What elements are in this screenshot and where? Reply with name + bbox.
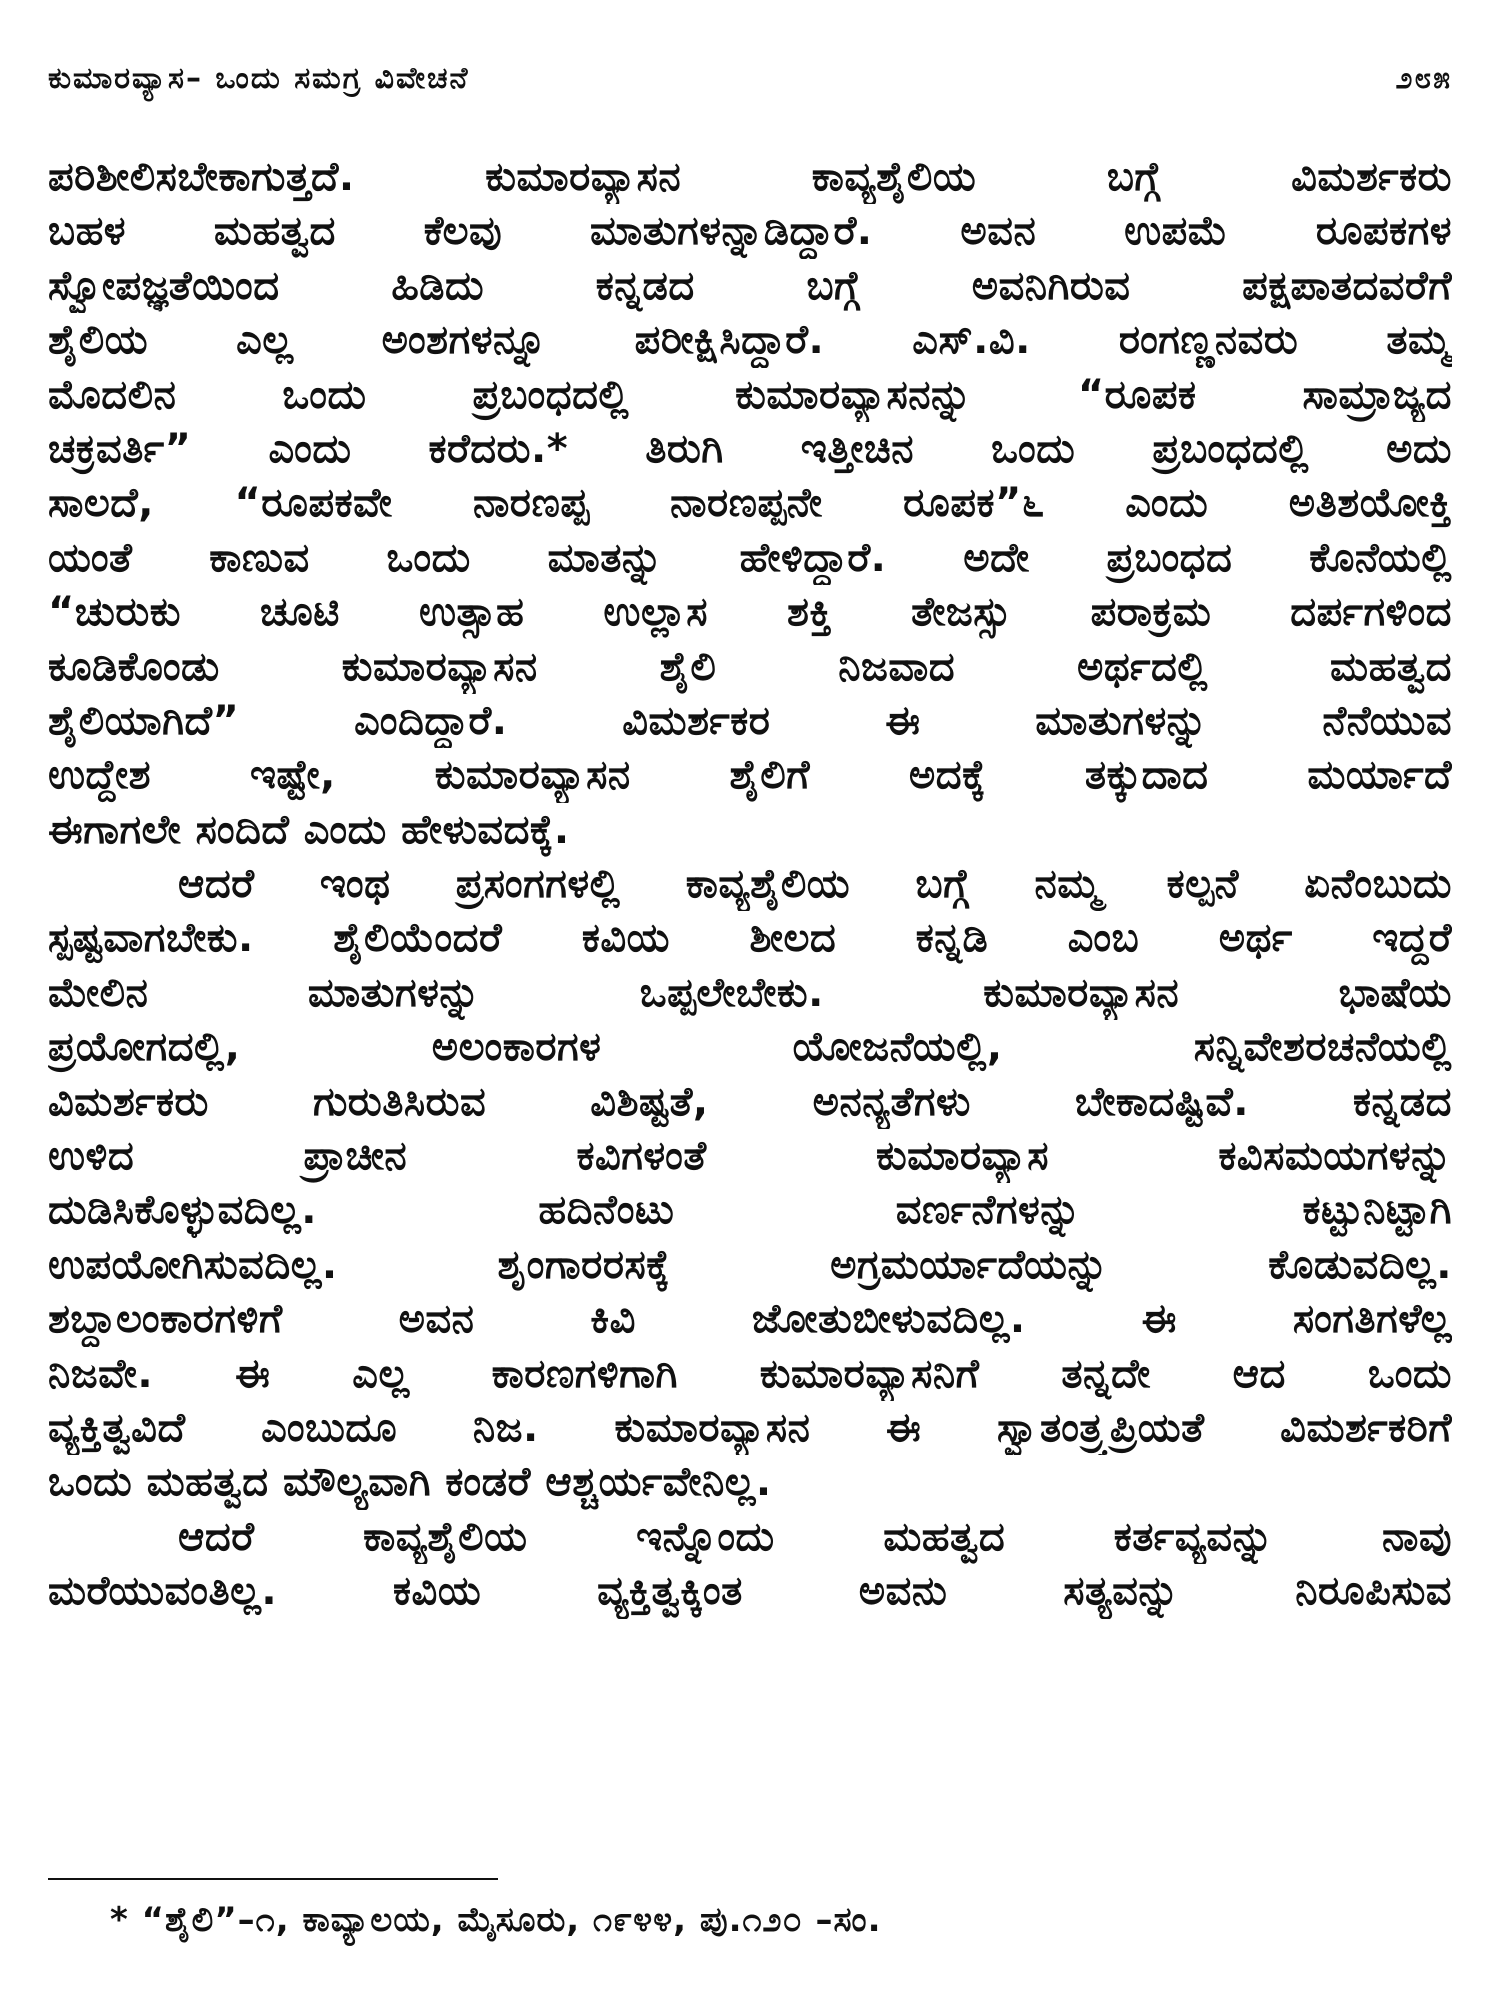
page-number: ೨೮೫ xyxy=(1395,60,1452,96)
text-line: ಶೈಲಿಯ ಎಲ್ಲ ಅಂಶಗಳನ್ನೂ ಪರೀಕ್ಷಿಸಿದ್ದಾರೆ. ಎಸ್.ವಿ. ರಂಗಣ್ಣನವರು ತಮ್ಮ xyxy=(48,317,1452,364)
text-line: ಉಪಯೋಗಿಸುವದಿಲ್ಲ. ಶೃಂಗಾರರಸಕ್ಕೆ ಅಗ್ರಮರ್ಯಾದೆಯನ್ನು ಕೊಡುವದಿಲ್ಲ. xyxy=(48,1241,1452,1288)
paragraph xyxy=(48,857,1452,1510)
paragraph xyxy=(48,150,1452,857)
text-line: ವಿಮರ್ಶಕರು ಗುರುತಿಸಿರುವ ವಿಶಿಷ್ಟತೆ, ಅನನ್ಯತೆಗಳು ಬೇಕಾದಷ್ಟಿವೆ. ಕನ್ನಡದ xyxy=(48,1078,1452,1125)
text-line: ಚಕ್ರವರ್ತಿ” ಎಂದು ಕರೆದರು.* ತಿರುಗಿ ಇತ್ತೀಚಿನ ಒಂದು ಪ್ರಬಂಧದಲ್ಲಿ ಅದು xyxy=(48,425,1452,472)
text-line: ಆದರೆ ಕಾವ್ಯಶೈಲಿಯ ಇನ್ನೊಂದು ಮಹತ್ವದ ಕರ್ತವ್ಯವನ್ನು ನಾವು xyxy=(178,1513,1452,1560)
text-line: ಉಳಿದ ಪ್ರಾಚೀನ ಕವಿಗಳಂತೆ ಕುಮಾರವ್ಯಾಸ ಕವಿಸಮಯಗಳನ್ನು xyxy=(48,1133,1452,1180)
paragraph xyxy=(48,1510,1452,1619)
text-line: ಈಗಾಗಲೇ ಸಂದಿದೆ ಎಂದು ಹೇಳುವದಕ್ಕೆ. xyxy=(48,806,570,853)
footnote: * “ಶೈಲಿ”–೧, ಕಾವ್ಯಾಲಯ, ಮೈಸೂರು, ೧೯೪೪, ಪು.೧೨೦ –ಸಂ. xyxy=(110,1900,882,1940)
text-line: ಸ್ಪಷ್ಟವಾಗಬೇಕು. ಶೈಲಿಯೆಂದರೆ ಕವಿಯ ಶೀಲದ ಕನ್ನಡಿ ಎಂಬ ಅರ್ಥ ಇದ್ದರೆ xyxy=(48,915,1452,962)
text-line: ದುಡಿಸಿಕೊಳ್ಳುವದಿಲ್ಲ. ಹದಿನೆಂಟು ವರ್ಣನೆಗಳನ್ನು ಕಟ್ಟುನಿಟ್ಟಾಗಿ xyxy=(48,1187,1452,1234)
text-line: ಯಂತೆ ಕಾಣುವ ಒಂದು ಮಾತನ್ನು ಹೇಳಿದ್ದಾರೆ. ಅದೇ ಪ್ರಬಂಧದ ಕೊನೆಯಲ್ಲಿ xyxy=(48,534,1452,581)
text-line: ಆದರೆ ಇಂಥ ಪ್ರಸಂಗಗಳಲ್ಲಿ ಕಾವ್ಯಶೈಲಿಯ ಬಗ್ಗೆ ನಮ್ಮ ಕಲ್ಪನೆ ಏನೆಂಬುದು xyxy=(178,861,1452,908)
text-line: ಮೇಲಿನ ಮಾತುಗಳನ್ನು ಒಪ್ಪಲೇಬೇಕು. ಕುಮಾರವ್ಯಾಸನ ಭಾಷೆಯ xyxy=(48,969,1452,1016)
text-line: ಸಾಲದೆ, “ರೂಪಕವೇ ನಾರಣಪ್ಪ ನಾರಣಪ್ಪನೇ ರೂಪಕ”೬ ಎಂದು ಅತಿಶಯೋಕ್ತಿ xyxy=(48,480,1452,527)
body-text xyxy=(48,150,1452,1619)
text-line: ಸ್ವೋಪಜ್ಞತೆಯಿಂದ ಹಿಡಿದು ಕನ್ನಡದ ಬಗ್ಗೆ ಅವನಿಗಿರುವ ಪಕ್ಷಪಾತದವರೆಗೆ xyxy=(48,262,1452,309)
text-line: ಮೊದಲಿನ ಒಂದು ಪ್ರಬಂಧದಲ್ಲಿ ಕುಮಾರವ್ಯಾಸನನ್ನು “ರೂಪಕ ಸಾಮ್ರಾಜ್ಯದ xyxy=(48,371,1452,418)
text-line: “ಚುರುಕು ಚೂಟಿ ಉತ್ಸಾಹ ಉಲ್ಲಾಸ ಶಕ್ತಿ ತೇಜಸ್ಸು ಪರಾಕ್ರಮ ದರ್ಪಗಳಿಂದ xyxy=(48,589,1452,636)
text-line: ಶಬ್ದಾಲಂಕಾರಗಳಿಗೆ ಅವನ ಕಿವಿ ಜೋತುಬೀಳುವದಿಲ್ಲ. ಈ ಸಂಗತಿಗಳೆಲ್ಲ xyxy=(48,1296,1452,1343)
text-line: ವ್ಯಕ್ತಿತ್ವವಿದೆ ಎಂಬುದೂ ನಿಜ. ಕುಮಾರವ್ಯಾಸನ ಈ ಸ್ವಾತಂತ್ರ್ಯಪ್ರಿಯತೆ ವಿಮರ್ಶಕರಿಗೆ xyxy=(48,1404,1452,1451)
text-line: ಕೂಡಿಕೊಂಡು ಕುಮಾರವ್ಯಾಸನ ಶೈಲಿ ನಿಜವಾದ ಅರ್ಥದಲ್ಲಿ ಮಹತ್ವದ xyxy=(48,643,1452,690)
footnote-divider xyxy=(48,1878,498,1880)
running-header xyxy=(48,56,1452,100)
text-line: ಮರೆಯುವಂತಿಲ್ಲ. ಕವಿಯ ವ್ಯಕ್ತಿತ್ವಕ್ಕಿಂತ ಅವನು ಸತ್ಯವನ್ನು ನಿರೂಪಿಸುವ xyxy=(48,1568,1452,1615)
text-line: ಪ್ರಯೋಗದಲ್ಲಿ, ಅಲಂಕಾರಗಳ ಯೋಜನೆಯಲ್ಲಿ, ಸನ್ನಿವೇಶರಚನೆಯಲ್ಲಿ xyxy=(48,1024,1452,1071)
header-title: ಕುಮಾರವ್ಯಾಸ– ಒಂದು ಸಮಗ್ರ ವಿವೇಚನೆ xyxy=(48,60,470,96)
text-line: ಒಂದು ಮಹತ್ವದ ಮೌಲ್ಯವಾಗಿ ಕಂಡರೆ ಆಶ್ಚರ್ಯವೇನಿಲ್ಲ. xyxy=(48,1459,772,1506)
text-line: ಉದ್ದೇಶ ಇಷ್ಟೇ, ಕುಮಾರವ್ಯಾಸನ ಶೈಲಿಗೆ ಅದಕ್ಕೆ ತಕ್ಕುದಾದ ಮರ್ಯಾದೆ xyxy=(48,752,1452,799)
text-line: ಪರಿಶೀಲಿಸಬೇಕಾಗುತ್ತದೆ. ಕುಮಾರವ್ಯಾಸನ ಕಾವ್ಯಶೈಲಿಯ ಬಗ್ಗೆ ವಿಮರ್ಶಕರು xyxy=(48,154,1452,200)
text-line: ನಿಜವೇ. ಈ ಎಲ್ಲ ಕಾರಣಗಳಿಗಾಗಿ ಕುಮಾರವ್ಯಾಸನಿಗೆ ತನ್ನದೇ ಆದ ಒಂದು xyxy=(48,1350,1452,1397)
text-line: ಬಹಳ ಮಹತ್ವದ ಕೆಲವು ಮಾತುಗಳನ್ನಾಡಿದ್ದಾರೆ. ಅವನ ಉಪಮೆ ರೂಪಕಗಳ xyxy=(48,208,1452,255)
text-line: ಶೈಲಿಯಾಗಿದೆ” ಎಂದಿದ್ದಾರೆ. ವಿಮರ್ಶಕರ ಈ ಮಾತುಗಳನ್ನು ನೆನೆಯುವ xyxy=(48,697,1452,744)
